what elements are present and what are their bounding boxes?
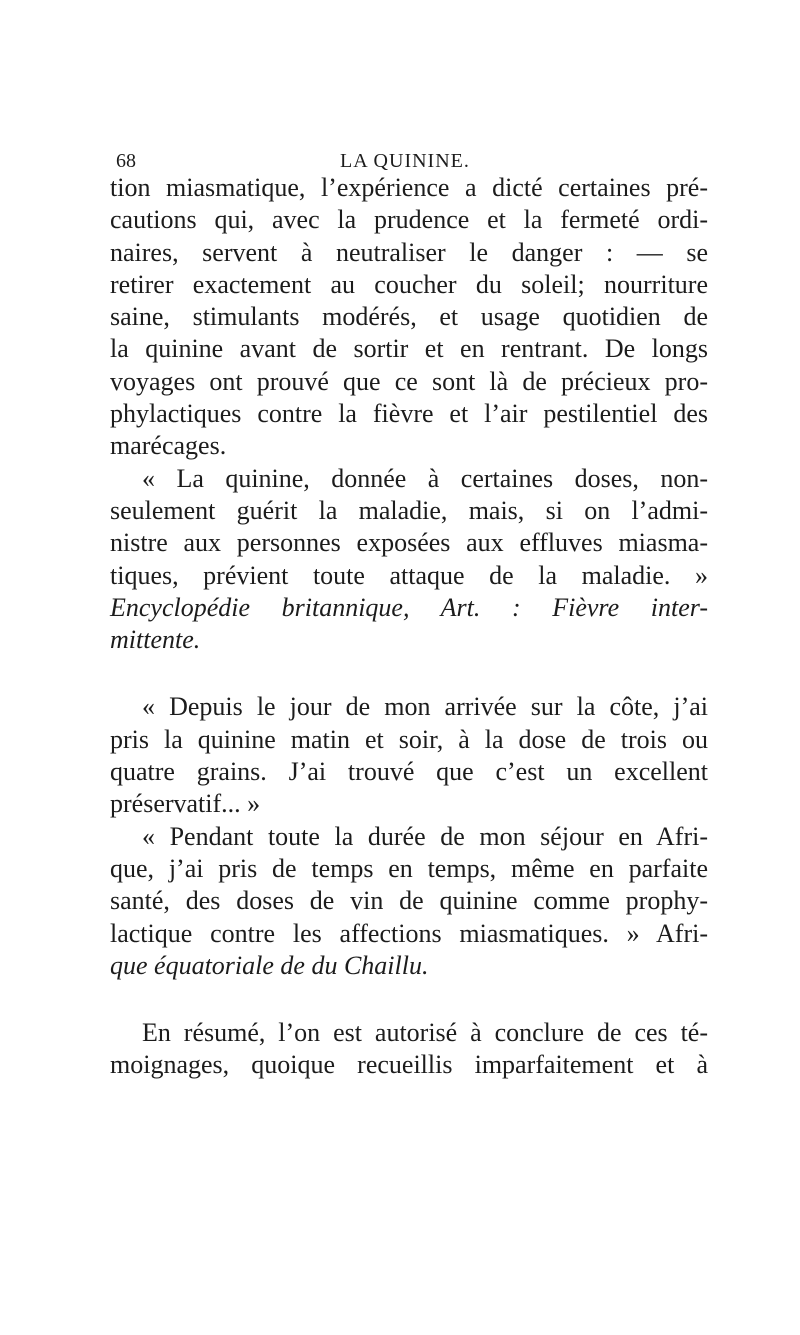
page-number: 68 — [116, 150, 136, 172]
text-line: moignages, quoique recueillis imparfaitement et à — [110, 1050, 708, 1080]
text-line: « Depuis le jour de mon arrivée sur la côte, j’ai — [142, 692, 708, 722]
text-line: quatre grains. J’ai trouvé que c’est un excellent — [110, 757, 708, 787]
text-line: nistre aux personnes exposées aux effluves miasma- — [110, 528, 708, 558]
text-line: « La quinine, donnée à certaines doses, non- — [142, 463, 708, 493]
citation-line: que équatoriale de du Chaillu. — [110, 950, 429, 980]
text-line: En résumé, l’on est autorisé à conclure de ces té- — [142, 1018, 708, 1048]
citation-line: mittente. — [110, 625, 201, 655]
paragraph-gap — [110, 656, 708, 691]
text-line: retirer exactement au coucher du soleil; nourriture — [110, 269, 708, 299]
text-line: seulement guérit la maladie, mais, si on l’admi- — [110, 495, 708, 525]
text-line: santé, des doses de vin de quinine comme prophy- — [110, 886, 708, 916]
text-line: préservatif... » — [110, 789, 261, 819]
body-text — [110, 172, 708, 1082]
text-line: marécages. — [110, 431, 227, 461]
text-line: saine, stimulants modérés, et usage quotidien de — [110, 302, 708, 332]
text-line: la quinine avant de sortir et en rentrant. De longs — [110, 334, 708, 364]
text-line: que, j’ai pris de temps en temps, même en parfaite — [110, 853, 708, 883]
text-line: « Pendant toute la durée de mon séjour en Afri- — [142, 821, 708, 851]
text-line: voyages ont prouvé que ce sont là de précieux pro- — [110, 366, 708, 396]
text-line: lactique contre les affections miasmatiques. » Afri- — [110, 918, 708, 948]
text-line: naires, servent à neutraliser le danger : — se — [110, 237, 708, 267]
text-line: phylactiques contre la fièvre et l’air pestilentiel des — [110, 399, 708, 429]
text-line: pris la quinine matin et soir, à la dose de trois ou — [110, 724, 708, 754]
text-line: cautions qui, avec la prudence et la fermeté ordi- — [110, 205, 708, 235]
text-line: tion miasmatique, l’expérience a dicté certaines pré- — [110, 173, 708, 202]
running-title: LA QUININE. — [340, 150, 470, 172]
citation-line: Encyclopédie britannique, Art. : Fièvre inter- — [110, 592, 708, 622]
text-line: tiques, prévient toute attaque de la maladie. » — [110, 560, 708, 590]
paragraph-gap — [110, 982, 708, 1017]
